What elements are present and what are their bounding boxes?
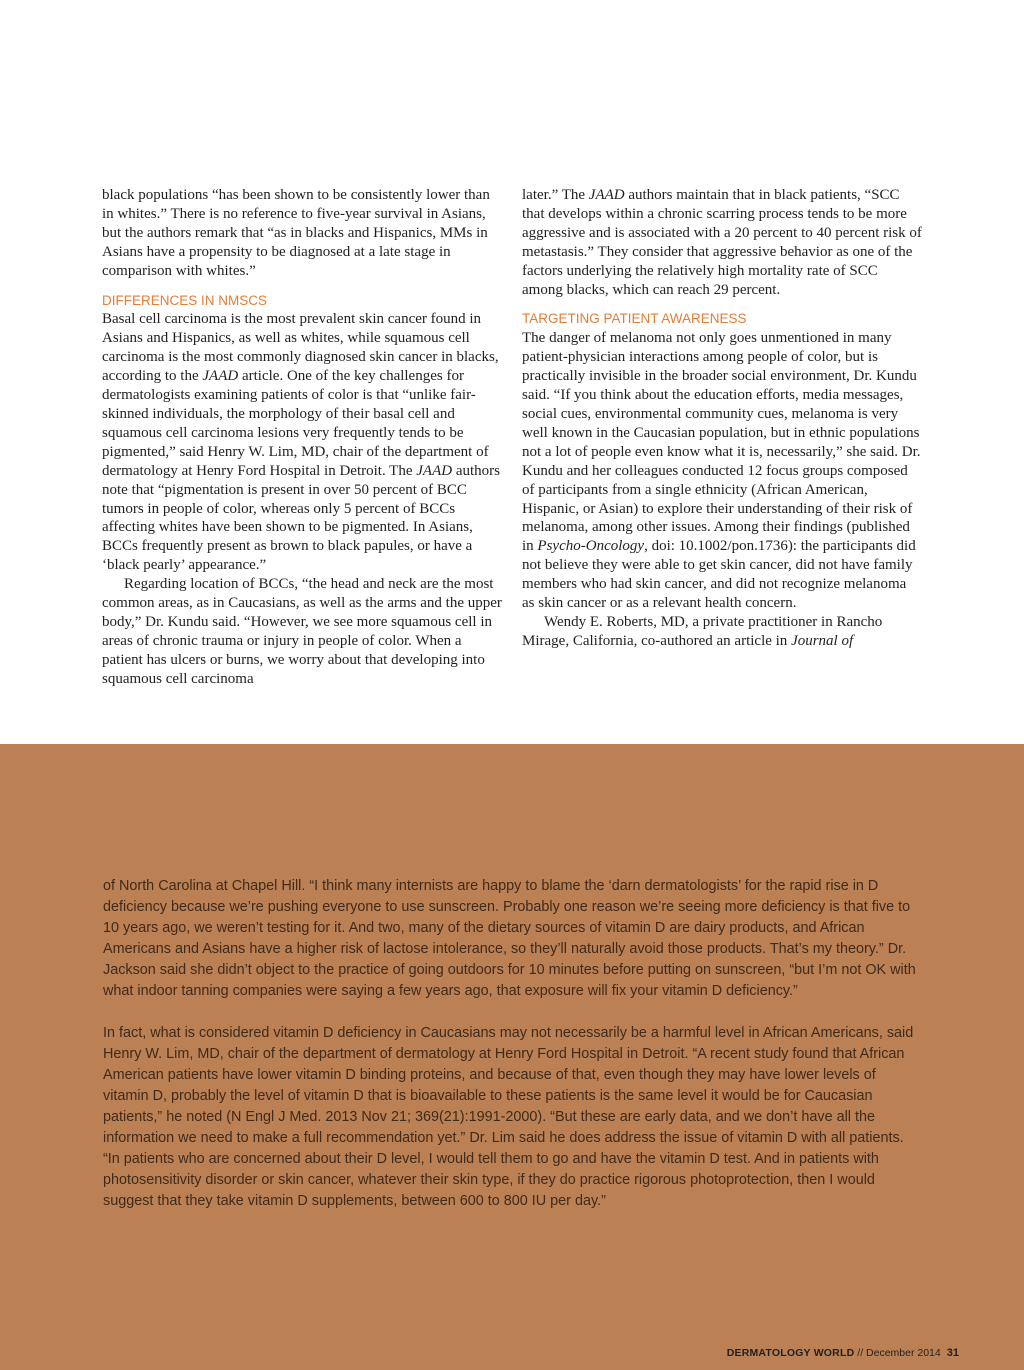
paragraph: Basal cell carcinoma is the most prevalent skin cancer found in Asians and Hispanics, as well as whites, while squamous cell carcinoma is the most commonly diagnosed skin cancer in blacks, according to the JAAD article. One of the key challenges for dermatologists examining patients of color is that “unlike fair-skinned individuals, the morphology of their basal cell and squamous cell carcinoma lesions very frequently tends to be pigmented,” said Henry W. Lim, MD, chair of the department of dermatology at Henry Ford Hospital in Detroit. The JAAD authors note that “pigmentation is present in over 50 percent of BCC tumors in people of color, whereas only 5 percent of BCCs affecting whites have been shown to be pigmented. In Asians, BCCs frequently present as brown to black papules, or have a ‘black pearly’ appearance.” (102, 311, 500, 574)
publication-name: DERMATOLOGY WORLD (726, 1347, 855, 1359)
sidebar-text (103, 876, 918, 1212)
vitamin-d-sidebar (0, 744, 1024, 1370)
paragraph: later.” The JAAD authors maintain that in black patients, “SCC that develops within a chronic scarring process tends to be more aggressive and is associated with a 20 percent to 40 percent risk of metastasis.” They consider that aggressive behavior as one of the factors underlying the relatively high mortality rate of SCC among blacks, which can reach 29 percent. (522, 187, 922, 298)
journal-abbrev: JAAD (202, 368, 239, 385)
paragraph: Wendy E. Roberts, MD, a private practitioner in Rancho Mirage, California, co-authored an article in Journal of (522, 613, 883, 649)
section-heading-differences: DIFFERENCES IN NMSCS (102, 292, 268, 308)
article-column-left (102, 186, 502, 689)
journal-abbrev: JAAD (416, 462, 453, 479)
paragraph: The danger of melanoma not only goes unmentioned in many patient-physician interactions among people of color, but is practically invisible in the broader social environment, Dr. Kundu said. “If you think about the education efforts, media messages, social cues, environmental community cues, melanoma is very well known in the Caucasian population, but in ethnic populations not a lot of people even know what it is, necessarily,” she said. Dr. Kundu and her colleagues conducted 12 focus groups composed of participants from a single ethnicity (African American, Hispanic, or Asian) to explore their understanding of their risk of melanoma, among other issues. Among their findings (published in Psycho-Oncology, doi: 10.1002/pon.1736): the participants did not believe they were able to get skin cancer, did not have family members who had skin cancer, and did not recognize melanoma as skin cancer or as a relevant health concern. (522, 330, 921, 612)
footer-separator: // (854, 1347, 867, 1359)
journal-abbrev: JAAD (588, 187, 625, 203)
issue-date: December 2014 (866, 1347, 941, 1359)
sidebar-paragraph: In fact, what is considered vitamin D deficiency in Caucasians may not necessarily be a harmful level in African Americans, said Henry W. Lim, MD, chair of the department of dermatology at Henry Ford Hospital in Detroit. “A recent study found that African American patients have lower vitamin D binding proteins, and because of that, even though they may have lower levels of vitamin D, probably the level of vitamin D that is bioavailable to these patients is the same level it would be for Caucasian patients,” he noted (N Engl J Med. 2013 Nov 21; 369(21):1991-2000). “But these are early data, and we don’t have all the information we need to make a full recommendation yet.” Dr. Lim said he does address the issue of vitamin D with all patients. “In patients who are concerned about their D level, I would tell them to go and have the vitamin D test. And in patients with photosensitivity disorder or skin cancer, whatever their skin type, if they do practice rigorous photoprotection, then I would suggest that they take vitamin D supplements, between 600 to 800 IU per day.” (103, 1025, 914, 1209)
paragraph: black populations “has been shown to be consistently lower than in whites.” There is no reference to five-year survival in Asians, but the authors remark that “as in blacks and Hispanics, MMs in Asians have a propensity to be diagnosed at a late stage in comparison with whites.” (102, 187, 490, 279)
paragraph: Regarding location of BCCs, “the head and neck are the most common areas, as in Caucasians, as well as the arms and the upper body,” Dr. Kundu said. “However, we see more squamous cell in areas of chronic trauma or injury in people of color. When a patient has ulcers or burns, we worry about that developing into squamous cell carcinoma (102, 576, 502, 687)
sidebar-paragraph: of North Carolina at Chapel Hill. “I think many internists are happy to blame the ‘darn dermatologists’ for the rapid rise in D deficiency because we’re pushing everyone to use sunscreen. Probably one reason we’re seeing more deficiency is that five to 10 years ago, we weren’t testing for it. And two, many of the dietary sources of vitamin D are dairy products, and African Americans and Asians have a higher risk of lactose intolerance, so they’ll naturally avoid those products. That’s my theory.” Dr. Jackson said she didn’t object to the practice of going outdoors for 10 minutes before putting on sunscreen, “but I’m not OK with what indoor tanning companies were saying a few years ago, that exposure will fix your vitamin D deficiency.” (103, 878, 916, 999)
article-column-right (522, 186, 922, 651)
page-footer (727, 1347, 959, 1359)
journal-name: Journal of (791, 632, 854, 649)
section-heading-targeting: TARGETING PATIENT AWARENESS (522, 311, 747, 327)
journal-name: Psycho-Oncology (537, 538, 645, 555)
page-number: 31 (946, 1347, 959, 1359)
